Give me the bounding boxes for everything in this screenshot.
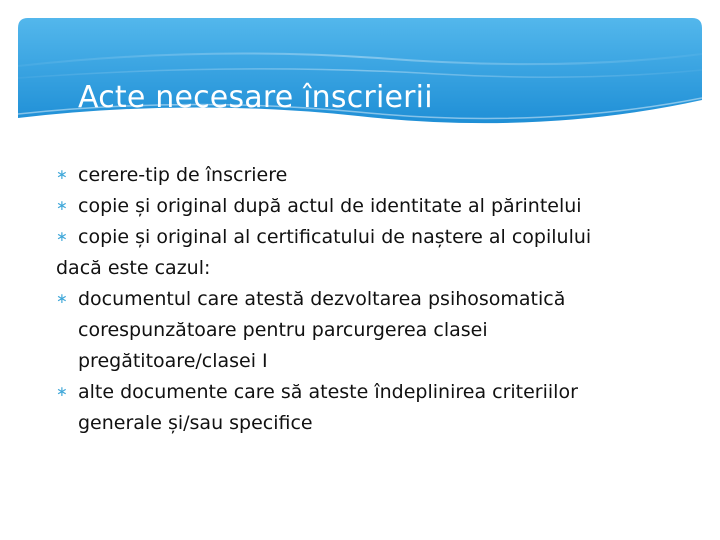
asterisk-bullet-icon: ∗ xyxy=(56,229,68,245)
list-item-text: cerere-tip de înscriere xyxy=(78,164,288,186)
content-list xyxy=(56,160,696,439)
list-item-line: pregătitoare/clasei I xyxy=(78,350,268,372)
subheading: dacă este cazul: xyxy=(56,257,211,279)
list-item-line: corespunzătoare pentru parcurgerea clasei xyxy=(78,319,488,341)
asterisk-bullet-icon: ∗ xyxy=(56,198,68,214)
list-item-line: alte documente care să ateste îndeplinirea criteriilor xyxy=(78,381,578,403)
asterisk-bullet-icon: ∗ xyxy=(56,291,68,307)
list-item-text: copie și original după actul de identitate al părintelui xyxy=(78,195,582,217)
slide-title: Acte necesare înscrierii xyxy=(78,80,433,115)
list-item-line: documentul care atestă dezvoltarea psihosomatică xyxy=(78,288,566,310)
list-item xyxy=(56,160,696,191)
asterisk-bullet-icon: ∗ xyxy=(56,384,68,400)
title-banner xyxy=(18,18,702,124)
list-item xyxy=(56,284,696,377)
list-item xyxy=(56,191,696,222)
list-item-text: copie și original al certificatului de naștere al copilului xyxy=(78,226,592,248)
list-item-line: generale și/sau specifice xyxy=(78,412,313,434)
asterisk-bullet-icon: ∗ xyxy=(56,167,68,183)
list-item xyxy=(56,377,696,439)
list-item xyxy=(56,222,696,253)
